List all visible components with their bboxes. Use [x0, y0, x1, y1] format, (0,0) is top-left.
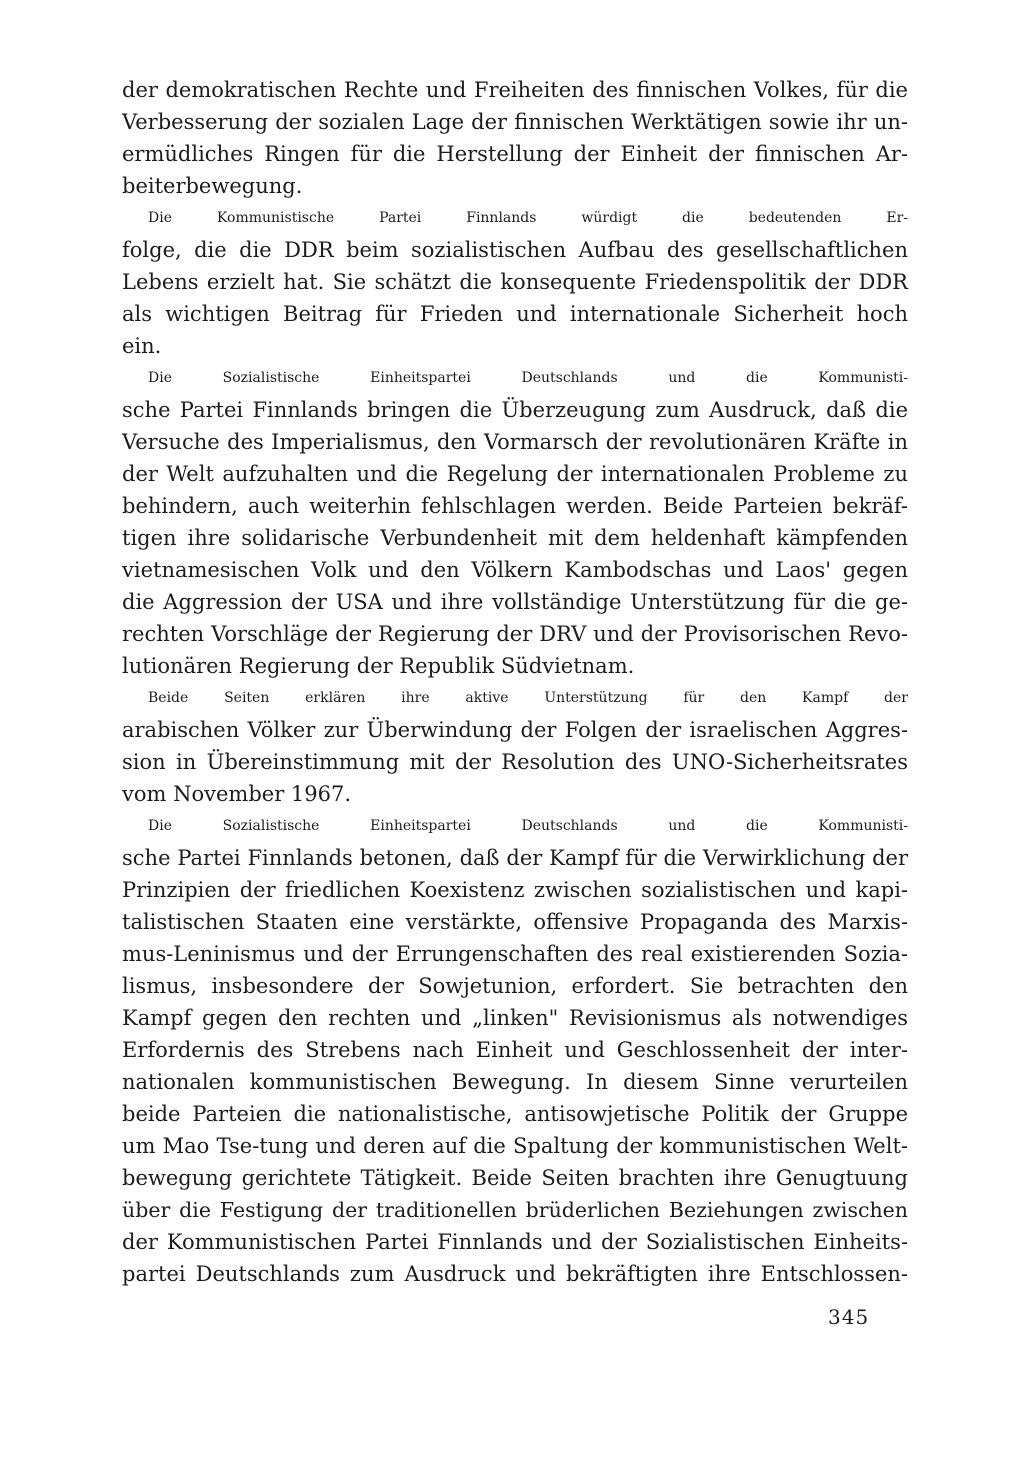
page-number: 345	[828, 1305, 870, 1329]
text-line: der Kommunistischen Partei Finnlands und der Sozialistischen Einheits-	[122, 1230, 908, 1254]
text-line: partei Deutschlands zum Ausdruck und bekräftigten ihre Entschlossen-	[122, 1262, 908, 1286]
text-line: lutionären Regierung der Republik Südvietnam.	[122, 654, 635, 678]
text-line: Beide Seiten erklären ihre aktive Unterstützung für den Kampf der	[148, 690, 908, 706]
text-line: als wichtigen Beitrag für Frieden und internationale Sicherheit hoch	[122, 302, 908, 326]
text-line: Die Sozialistische Einheitspartei Deutschlands und die Kommunisti-	[148, 370, 908, 386]
text-line: Prinzipien der friedlichen Koexistenz zwischen sozialistischen und kapi-	[122, 878, 908, 902]
text-line: beiterbewegung.	[122, 174, 303, 198]
text-line: sche Partei Finnlands bringen die Überzeugung zum Ausdruck, daß die	[122, 398, 908, 422]
text-line: der demokratischen Rechte und Freiheiten des finnischen Volkes, für die	[122, 78, 908, 102]
text-line: bewegung gerichtete Tätigkeit. Beide Seiten brachten ihre Genugtuung	[122, 1166, 908, 1190]
text-line: sche Partei Finnlands betonen, daß der Kampf für die Verwirklichung der	[122, 846, 908, 870]
text-line: sion in Übereinstimmung mit der Resolution des UNO-Sicherheitsrates	[122, 750, 908, 774]
text-line: ein.	[122, 334, 162, 358]
text-line: nationalen kommunistischen Bewegung. In diesem Sinne verurteilen	[122, 1070, 908, 1094]
text-line: lismus, insbesondere der Sowjetunion, erfordert. Sie betrachten den	[122, 974, 908, 998]
text-line: die Aggression der USA und ihre vollständige Unterstützung für die ge-	[122, 590, 908, 614]
text-line: tigen ihre solidarische Verbundenheit mit dem heldenhaft kämpfenden	[122, 526, 908, 550]
text-line: Erfordernis des Strebens nach Einheit und Geschlossenheit der inter-	[122, 1038, 908, 1062]
text-line: Die Sozialistische Einheitspartei Deutschlands und die Kommunisti-	[148, 818, 908, 834]
text-line: rechten Vorschläge der Regierung der DRV und der Provisorischen Revo-	[122, 622, 908, 646]
text-line: talistischen Staaten eine verstärkte, offensive Propaganda des Marxis-	[122, 910, 908, 934]
text-line: beide Parteien die nationalistische, antisowjetische Politik der Gruppe	[122, 1102, 908, 1126]
text-line: Verbesserung der sozialen Lage der finnischen Werktätigen sowie ihr un-	[122, 110, 908, 134]
text-line: vom November 1967.	[122, 782, 352, 806]
text-line: folge, die die DDR beim sozialistischen Aufbau des gesellschaftlichen	[122, 238, 908, 262]
page-body-text	[122, 74, 908, 1290]
text-line: um Mao Tse-tung und deren auf die Spaltung der kommunistischen Welt-	[122, 1134, 908, 1158]
text-line: vietnamesischen Volk und den Völkern Kambodschas und Laos' gegen	[122, 558, 908, 582]
text-line: über die Festigung der traditionellen brüderlichen Beziehungen zwischen	[122, 1198, 908, 1222]
text-line: Lebens erzielt hat. Sie schätzt die konsequente Friedenspolitik der DDR	[122, 270, 908, 294]
text-line: Versuche des Imperialismus, den Vormarsch der revolutionären Kräfte in	[122, 430, 908, 454]
text-line: Die Kommunistische Partei Finnlands würdigt die bedeutenden Er-	[148, 210, 908, 226]
text-line: der Welt aufzuhalten und die Regelung der internationalen Probleme zu	[122, 462, 908, 486]
text-line: Kampf gegen den rechten und „linken" Revisionismus als notwendiges	[122, 1006, 908, 1030]
text-line: behindern, auch weiterhin fehlschlagen werden. Beide Parteien bekräf-	[122, 494, 908, 518]
text-line: mus-Leninismus und der Errungenschaften des real existierenden Sozia-	[122, 942, 908, 966]
text-line: ermüdliches Ringen für die Herstellung der Einheit der finnischen Ar-	[122, 142, 908, 166]
text-line: arabischen Völker zur Überwindung der Folgen der israelischen Aggres-	[122, 718, 908, 742]
